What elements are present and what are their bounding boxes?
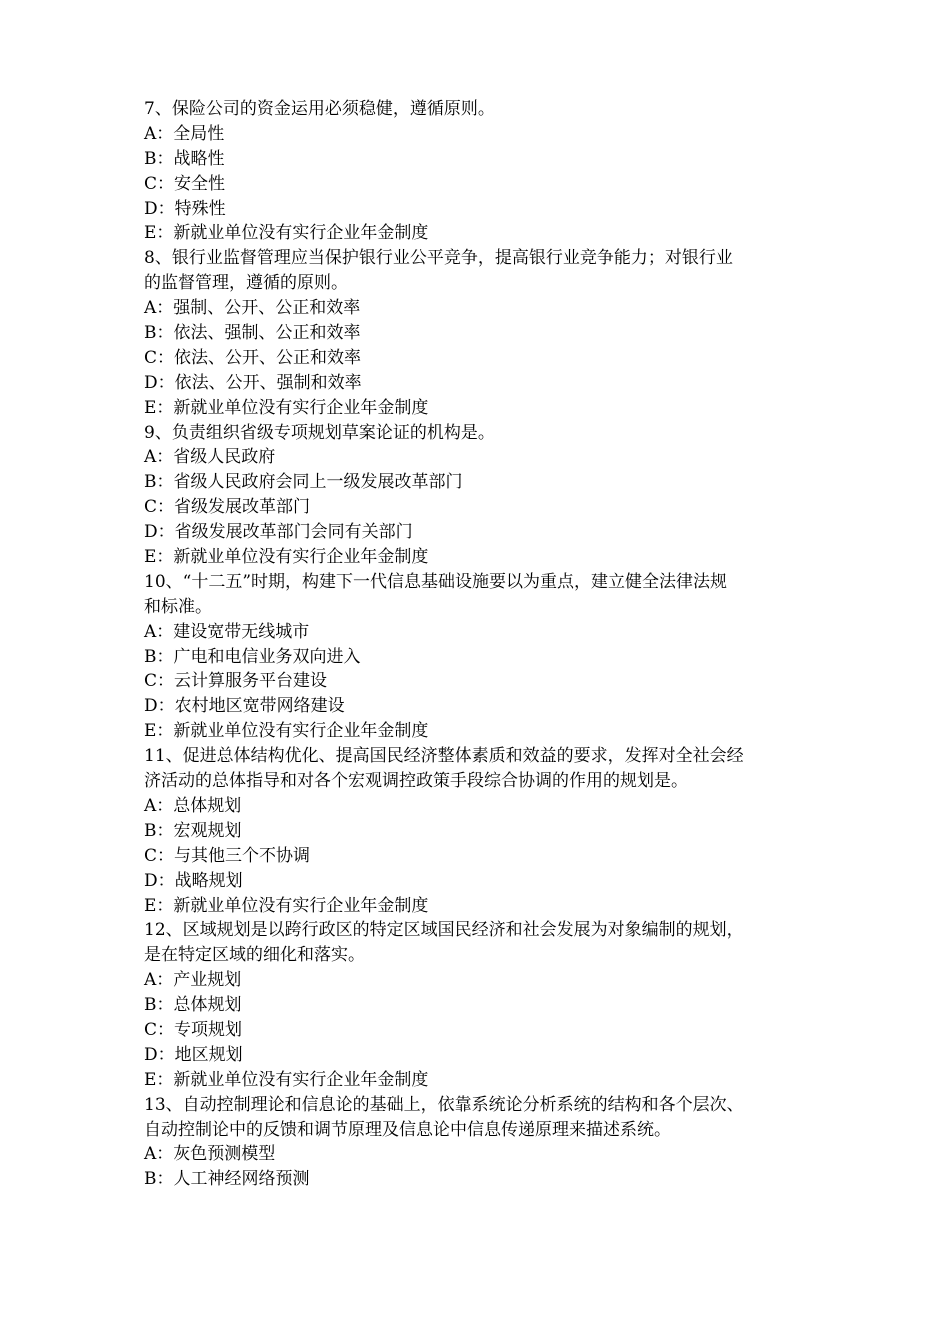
answer-option: B：省级人民政府会同上一级发展改革部门 [144,472,463,493]
answer-option: E：新就业单位没有实行企业年金制度 [144,397,429,418]
question-list [144,97,814,1192]
question-stem-line: 9、负责组织省级专项规划草案论证的机构是。 [144,422,495,443]
question-stem-line: 和标准。 [144,596,212,617]
answer-option: E：新就业单位没有实行企业年金制度 [144,721,429,742]
answer-option: A：强制、公开、公正和效率 [144,298,361,319]
answer-option: E：新就业单位没有实行企业年金制度 [144,1069,429,1090]
answer-option: D：依法、公开、强制和效率 [144,372,362,393]
answer-option: D：地区规划 [144,1044,243,1065]
answer-option: A：总体规划 [144,795,242,816]
answer-option: C：专项规划 [144,1019,243,1040]
question-item [144,918,814,1092]
question-stem-line: 11、促进总体结构优化、提高国民经济整体素质和效益的要求，发挥对全社会经 [144,746,744,767]
answer-option: A：产业规划 [144,970,242,991]
answer-option: C：与其他三个不协调 [144,845,311,866]
question-stem-line: 的监督管理，遵循的原则。 [144,273,348,294]
question-stem-line: 10、“十二五”时期，构建下一代信息基础设施要以为重点，建立健全法律法规 [144,571,728,592]
answer-option: C：省级发展改革部门 [144,497,311,518]
answer-option: E：新就业单位没有实行企业年金制度 [144,223,429,244]
question-stem-line: 7、保险公司的资金运用必须稳健，遵循原则。 [144,99,495,119]
answer-option: A：全局性 [144,123,225,144]
answer-option: C：依法、公开、公正和效率 [144,347,362,368]
question-item [144,97,814,246]
question-item [144,246,814,420]
question-stem-line: 13、自动控制理论和信息论的基础上，依靠系统论分析系统的结构和各个层次、 [144,1094,744,1115]
answer-option: A：省级人民政府 [144,447,276,468]
answer-option: C：安全性 [144,173,226,194]
answer-option: D：农村地区宽带网络建设 [144,696,345,717]
answer-option: E：新就业单位没有实行企业年金制度 [144,895,429,916]
answer-option: D：战略规划 [144,870,243,891]
answer-option: D：省级发展改革部门会同有关部门 [144,522,413,543]
question-item [144,570,814,744]
answer-option: C：云计算服务平台建设 [144,671,328,692]
answer-option: B：广电和电信业务双向进入 [144,646,361,667]
question-item [144,744,814,918]
answer-option: B：宏观规划 [144,820,242,841]
question-stem-line: 济活动的总体指导和对各个宏观调控政策手段综合协调的作用的规划是。 [144,771,688,792]
answer-option: B：人工神经网络预测 [144,1169,310,1190]
question-item [144,421,814,570]
question-item [144,1093,814,1193]
question-stem-line: 是在特定区域的细化和落实。 [144,945,365,966]
answer-option: B：战略性 [144,148,225,169]
answer-option: D：特殊性 [144,198,226,219]
question-stem-line: 12、区域规划是以跨行政区的特定区域国民经济和社会发展为对象编制的规划， [144,920,744,941]
answer-option: B：依法、强制、公正和效率 [144,323,361,344]
answer-option: E：新就业单位没有实行企业年金制度 [144,547,429,568]
answer-option: B：总体规划 [144,995,242,1016]
answer-option: A：建设宽带无线城市 [144,621,310,642]
question-stem-line: 8、银行业监督管理应当保护银行业公平竞争，提高银行业竞争能力；对银行业 [144,248,733,269]
answer-option: A：灰色预测模型 [144,1144,276,1165]
question-stem-line: 自动控制论中的反馈和调节原理及信息论中信息传递原理来描述系统。 [144,1119,671,1140]
